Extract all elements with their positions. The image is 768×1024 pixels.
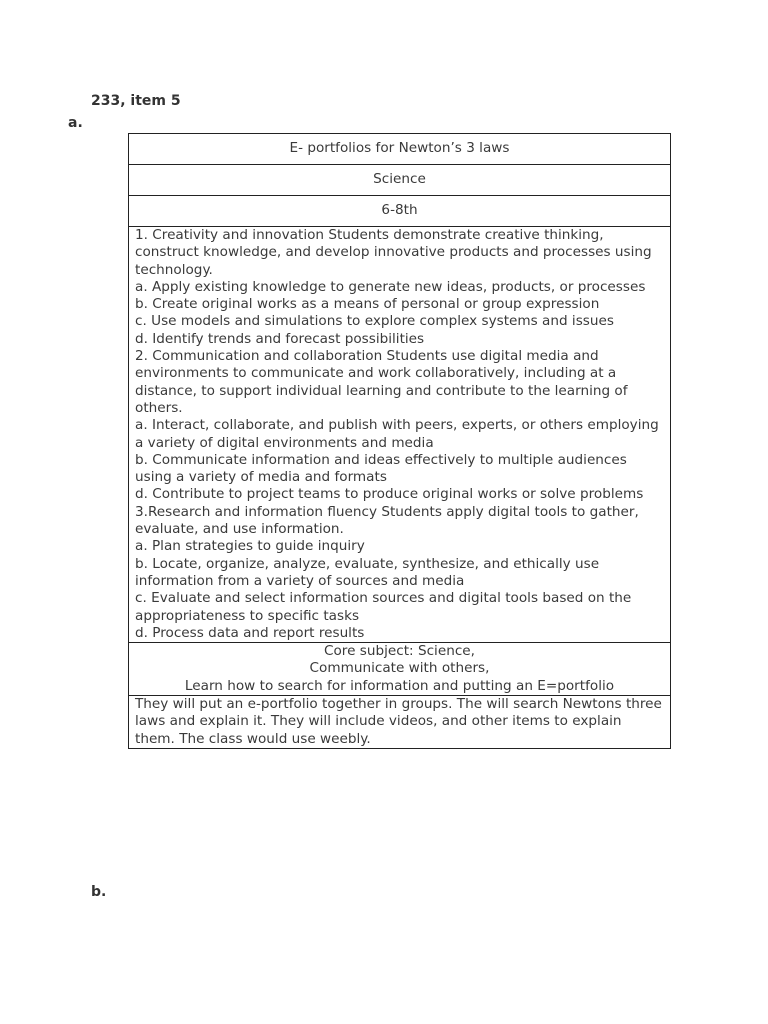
standards-cell [129,227,671,643]
core-line: Communicate with others, [309,660,490,677]
table-row-activity [129,696,671,749]
standard-line: b. Locate, organize, analyze, evaluate, synthesize, and ethically use information from a variety of sources and media [135,555,600,589]
standard-line: 1. Creativity and innovation Students demonstrate creative thinking, construct knowledge, and develop innovative products and processes using technology. [135,227,652,278]
standard-line: b. Communicate information and ideas effectively to multiple audiences using a variety of media and formats [135,451,627,486]
table-row-grade [129,196,671,227]
standard-line: a. Apply existing knowledge to generate new ideas, products, or processes [135,278,646,295]
standard-line: 3.Research and information fluency Students apply digital tools to gather, evaluate, and use information. [135,503,639,538]
activity-description-cell: They will put an e-portfolio together in groups. The will search Newtons three laws and explain it. They will include videos, and other items to explain them. The class would use weebly. [129,696,671,749]
standard-line: b. Create original works as a means of personal or group expression [135,296,600,313]
section-b-label: b. [91,884,107,900]
standard-line: c. Evaluate and select information sources and digital tools based on the appropriateness to specific tasks [135,590,632,624]
standard-line: d. Contribute to project teams to produce original works or solve problems [135,486,644,503]
section-a-label: a. [68,115,83,131]
lesson-plan-table [128,133,671,749]
table-row-title [129,134,671,165]
grade-level-cell: 6-8th [129,196,671,227]
core-line: Core subject: Science, [324,643,475,660]
table-row-subject [129,165,671,196]
standard-line: c. Use models and simulations to explore complex systems and issues [135,313,614,330]
standard-line: a. Interact, collaborate, and publish with peers, experts, or others employing a variety of digital environments and media [135,417,659,451]
standard-line: a. Plan strategies to guide inquiry [135,538,365,555]
subject-cell: Science [129,165,671,196]
lesson-title-cell: E- portfolios for Newton’s 3 laws [129,134,671,165]
table-row-core [129,643,671,696]
standard-line: d. Process data and report results [135,624,365,641]
standard-line: d. Identify trends and forecast possibilities [135,330,425,347]
core-line: Learn how to search for information and putting an E=portfolio [184,677,615,694]
document-heading: 233, item 5 [91,93,181,109]
table-row-standards [129,227,671,643]
standard-line: 2. Communication and collaboration Students use digital media and environments to communicate and work collaboratively, including at a distance, to support individual learning and contribute to the learning of others. [135,348,628,416]
core-subject-cell [129,643,671,696]
